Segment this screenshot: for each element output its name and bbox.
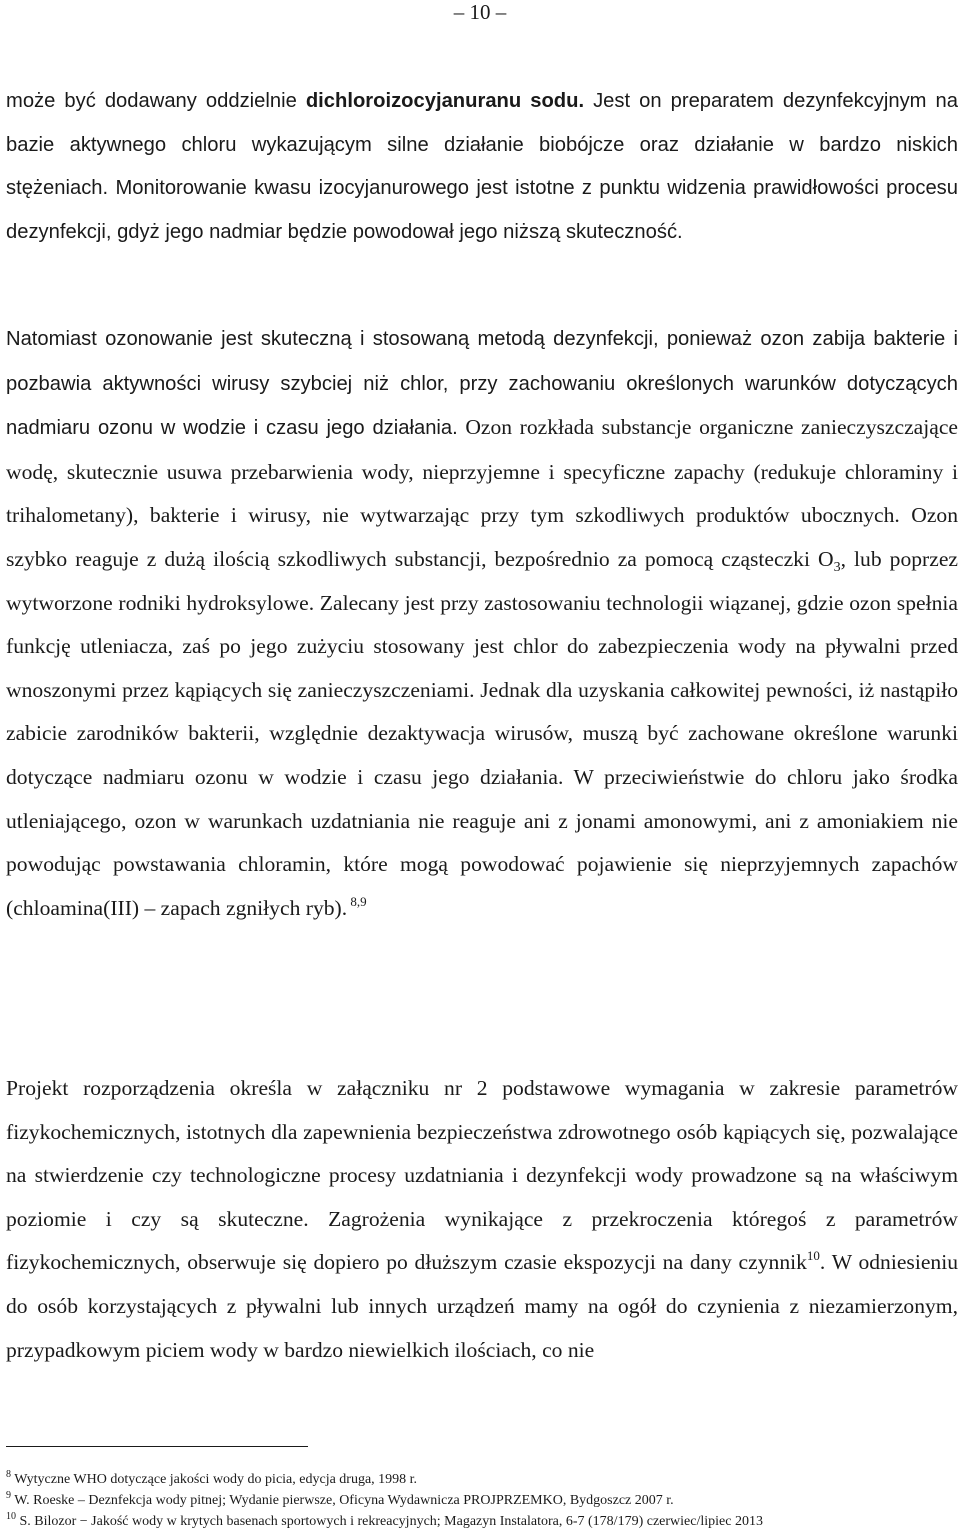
footnote-number: 10 bbox=[6, 1511, 16, 1522]
footnote-8 bbox=[6, 1469, 958, 1490]
footnote-ref-10[interactable]: 10 bbox=[806, 1248, 820, 1264]
page-number: – 10 – bbox=[453, 0, 507, 24]
footnotes bbox=[6, 1469, 958, 1532]
paragraph-3-text-b: Zagrożenia wynikające z przekroczenia któregoś z parametrów fizykochemicznych, obserwuje się dopiero po dłuższym czasie ekspozycji na dany czynnik bbox=[6, 1206, 958, 1275]
paragraph-3-text-c: . W odniesieniu do osób korzystających z pływalni lub innych urządzeń mamy na ogół do czynienia z niezamierzonym, przypadkowym piciem wody w bardzo niewielkich ilościach, co nie bbox=[6, 1250, 958, 1362]
paragraph-2-text-g: W przeciwieństwie do chloru jako środka utleniającego, ozon w warunkach uzdatniania nie reaguje ani z jonami amonowymi, ani z amoniakiem nie powodując powstawania chloramin, które mogą powodować pojawienie się nieprzyjemnych zapachów (chloamina(III) – zapach zgniłych ryb). bbox=[6, 764, 958, 920]
paragraph-1-text-a: może być dodawany oddzielnie bbox=[6, 90, 306, 112]
footnote-text: Wytyczne WHO dotyczące jakości wody do picia, edycja druga, 1998 r. bbox=[11, 1472, 418, 1487]
paragraph-2-text-d: , lub poprzez wytworzone rodniki hydroksylowe. bbox=[6, 546, 958, 615]
footnote-text: S. Bilozor − Jakość wody w krytych basenach sportowych i rekreacyjnych; Magazyn Instalatora, 6-7 (178/179) czerwiec/lipiec 2013 bbox=[16, 1514, 763, 1529]
paragraph-1 bbox=[6, 80, 958, 254]
paragraph-2-text-b: Ozon rozkłada substancje organiczne zanieczyszczające wodę, skutecznie usuwa przebarwienia wody, nieprzyjemne i specyficzne zapachy (redukuje chloraminy i trihalometany), bakterie i wirusy, nie wytwarzając przy tym szkodliwych produktów ubocznych. bbox=[6, 415, 958, 528]
paragraph-2-text-f: Jednak dla uzyskania całkowitej pewności, iż nastąpiło zabicie zarodników bakterii, względnie dezaktywacja wirusów, muszą być zachowane określone warunki dotyczące nadmiaru ozonu w wodzie i czasu jego działania. bbox=[6, 677, 958, 789]
paragraph-1-text-b: Jest on preparatem dezynfekcyjnym na bazie aktywnego chloru wykazującym silne działanie biobójcze oraz działanie w bardzo niskich stężeniach. bbox=[6, 90, 958, 200]
paragraph-1-bold-term: dichloroizocyjanuranu sodu. bbox=[305, 90, 585, 112]
paragraph-2-text-e: Zalecany jest przy zastosowaniu technologii wiązanej, gdzie ozon spełnia funkcję utleniacza, zaś po jego zużyciu stosowany jest chlor do zabezpieczenia wody na pływalni przed wnoszonymi przez kąpiących się zanieczyszczeniami. bbox=[6, 590, 958, 702]
ozone-subscript: 3 bbox=[833, 559, 841, 575]
paragraph-2 bbox=[6, 317, 958, 930]
footnote-text: W. Roeske – Deznfekcja wody pitnej; Wydanie pierwsze, Oficyna Wydawnicza PROJPRZEMKO, Bydgoszcz 2007 r. bbox=[11, 1493, 674, 1508]
footnote-9 bbox=[6, 1490, 958, 1511]
paragraph-3-text-a: Projekt rozporządzenia określa w załączniku nr 2 podstawowe wymagania w zakresie parametrów fizykochemicznych, istotnych dla zapewnienia bezpieczeństwa zdrowotnego osób kąpiących się, pozwalające na stwierdzenie czy technologiczne procesy uzdatniania i dezynfekcji wody prowadzone są na właściwym poziomie i czy są skuteczne. bbox=[6, 1076, 958, 1231]
footnote-number: 9 bbox=[6, 1490, 11, 1501]
paragraph-2-text-c: Ozon szybko reaguje z dużą ilością szkodliwych substancji, bezpośrednio za pomocą cząsteczki O bbox=[6, 503, 959, 571]
paragraph-2-text-a: Natomiast ozonowanie jest skuteczną i stosowaną metodą dezynfekcji, ponieważ ozon zabija bakterie i pozbawia aktywności wirusy szybciej niż chlor, przy zachowaniu określonych warunków dotyczących nadmiaru ozonu w wodzie i czasu jego działania. bbox=[6, 328, 958, 440]
footnote-number: 8 bbox=[6, 1469, 11, 1480]
paragraph-1-text-c: Monitorowanie kwasu izocyjanurowego jest istotne z punktu widzenia prawidłowości procesu dezynfekcji, gdyż jego nadmiar będzie powodował jego niższą skuteczność. bbox=[6, 177, 958, 243]
footnote-10 bbox=[6, 1511, 958, 1532]
paragraph-3 bbox=[6, 1067, 958, 1372]
footnote-separator bbox=[6, 1446, 308, 1447]
footnote-ref-8-9[interactable]: 8,9 bbox=[347, 893, 367, 909]
